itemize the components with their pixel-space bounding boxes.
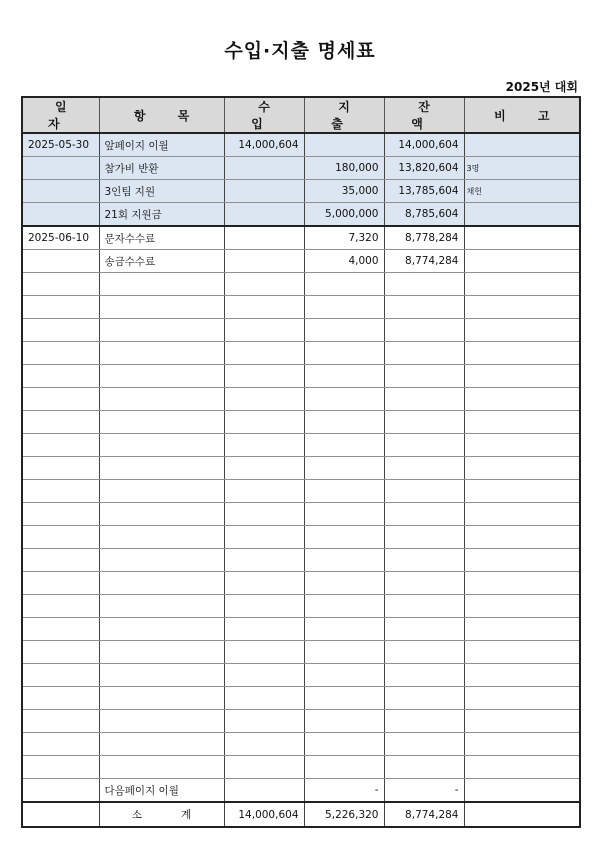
date-cell	[22, 411, 99, 434]
balance-cell	[384, 641, 464, 664]
item-cell	[99, 296, 224, 319]
date-cell	[22, 710, 99, 733]
item-cell	[99, 273, 224, 296]
income-cell	[224, 503, 304, 526]
balance-cell	[384, 411, 464, 434]
income-cell	[224, 710, 304, 733]
balance-cell	[384, 480, 464, 503]
expense-cell	[304, 273, 384, 296]
date-cell	[22, 641, 99, 664]
note-cell: 채헌	[464, 180, 580, 203]
empty-row	[22, 365, 580, 388]
note-cell	[464, 411, 580, 434]
expense-cell: 5,000,000	[304, 203, 384, 227]
subtotal-balance: 8,774,284	[384, 802, 464, 827]
date-cell	[22, 618, 99, 641]
expense-cell	[304, 526, 384, 549]
income-cell	[224, 549, 304, 572]
empty-row	[22, 641, 580, 664]
note-cell	[464, 480, 580, 503]
date-cell	[22, 664, 99, 687]
item-cell	[99, 457, 224, 480]
date-cell	[22, 296, 99, 319]
item-cell	[99, 572, 224, 595]
balance-cell: 13,785,604	[384, 180, 464, 203]
income-cell	[224, 733, 304, 756]
balance-cell	[384, 572, 464, 595]
note-cell	[464, 296, 580, 319]
subtotal-income: 14,000,604	[224, 802, 304, 827]
expense-cell	[304, 756, 384, 779]
date-cell	[22, 526, 99, 549]
balance-cell: 14,000,604	[384, 133, 464, 157]
carry-over-label: 다음페이지 이월	[99, 779, 224, 803]
date-cell	[22, 549, 99, 572]
balance-cell	[384, 549, 464, 572]
date-cell	[22, 319, 99, 342]
empty-row	[22, 319, 580, 342]
income-cell	[224, 687, 304, 710]
empty-row	[22, 434, 580, 457]
balance-cell	[384, 365, 464, 388]
subtotal-expense: 5,226,320	[304, 802, 384, 827]
income-cell	[224, 365, 304, 388]
income-cell	[224, 226, 304, 250]
expense-cell	[304, 133, 384, 157]
item-cell	[99, 411, 224, 434]
item-cell: 21회 지원금	[99, 203, 224, 227]
note-cell	[464, 779, 580, 803]
income-cell	[224, 595, 304, 618]
expense-cell	[304, 296, 384, 319]
empty-row	[22, 756, 580, 779]
balance-cell: 8,774,284	[384, 250, 464, 273]
date-cell	[22, 733, 99, 756]
income-cell	[224, 250, 304, 273]
item-cell	[99, 618, 224, 641]
header-item: 항 목	[99, 97, 224, 133]
item-cell	[99, 503, 224, 526]
balance-cell	[384, 756, 464, 779]
balance-cell	[384, 342, 464, 365]
empty-row	[22, 457, 580, 480]
date-cell	[22, 203, 99, 227]
balance-cell	[384, 710, 464, 733]
empty-row	[22, 480, 580, 503]
date-cell	[22, 687, 99, 710]
note-cell	[464, 802, 580, 827]
empty-row	[22, 572, 580, 595]
balance-cell	[384, 733, 464, 756]
item-cell	[99, 480, 224, 503]
empty-row	[22, 710, 580, 733]
header-note: 비 고	[464, 97, 580, 133]
subtotal-row	[22, 802, 580, 827]
item-cell	[99, 664, 224, 687]
balance-cell	[384, 273, 464, 296]
item-cell	[99, 365, 224, 388]
expense-cell	[304, 503, 384, 526]
balance-cell	[384, 388, 464, 411]
table-row	[22, 226, 580, 250]
date-cell	[22, 503, 99, 526]
balance-cell	[384, 457, 464, 480]
date-cell	[22, 802, 99, 827]
note-cell	[464, 457, 580, 480]
empty-row	[22, 595, 580, 618]
empty-row	[22, 687, 580, 710]
date-cell	[22, 756, 99, 779]
note-cell	[464, 710, 580, 733]
item-cell: 앞페이지 이월	[99, 133, 224, 157]
table-row	[22, 133, 580, 157]
income-cell: 14,000,604	[224, 133, 304, 157]
income-cell	[224, 618, 304, 641]
note-cell	[464, 388, 580, 411]
subtotal-label: 소 계	[99, 802, 224, 827]
item-cell: 문자수수료	[99, 226, 224, 250]
item-cell	[99, 595, 224, 618]
ledger-table	[21, 96, 581, 828]
date-cell	[22, 457, 99, 480]
income-cell	[224, 664, 304, 687]
expense-cell	[304, 388, 384, 411]
date-cell	[22, 273, 99, 296]
date-cell	[22, 250, 99, 273]
expense-cell	[304, 319, 384, 342]
income-cell	[224, 572, 304, 595]
header-row	[22, 97, 580, 133]
empty-row	[22, 733, 580, 756]
note-cell: 3명	[464, 157, 580, 180]
expense-cell	[304, 641, 384, 664]
event-year-label: 2025년 대회	[505, 80, 578, 94]
empty-row	[22, 411, 580, 434]
empty-row	[22, 664, 580, 687]
table-row	[22, 157, 580, 180]
expense-cell	[304, 457, 384, 480]
income-cell	[224, 641, 304, 664]
date-cell	[22, 180, 99, 203]
expense-cell	[304, 480, 384, 503]
balance-cell: 8,778,284	[384, 226, 464, 250]
carry-over-balance: -	[384, 779, 464, 803]
item-cell	[99, 687, 224, 710]
date-cell	[22, 342, 99, 365]
note-cell	[464, 273, 580, 296]
date-cell	[22, 157, 99, 180]
note-cell	[464, 641, 580, 664]
balance-cell	[384, 319, 464, 342]
income-cell	[224, 296, 304, 319]
page-title: 수입·지출 명세표	[224, 40, 376, 62]
note-cell	[464, 133, 580, 157]
item-cell	[99, 549, 224, 572]
item-cell	[99, 710, 224, 733]
header-expense: 지 출	[304, 97, 384, 133]
note-cell	[464, 733, 580, 756]
note-cell	[464, 756, 580, 779]
date-cell: 2025-05-30	[22, 133, 99, 157]
balance-cell: 13,820,604	[384, 157, 464, 180]
note-cell	[464, 434, 580, 457]
note-cell	[464, 250, 580, 273]
balance-cell	[384, 434, 464, 457]
balance-cell: 8,785,604	[384, 203, 464, 227]
header-balance: 잔 액	[384, 97, 464, 133]
date-cell	[22, 365, 99, 388]
note-cell	[464, 618, 580, 641]
carry-over-row	[22, 779, 580, 803]
empty-row	[22, 503, 580, 526]
balance-cell	[384, 526, 464, 549]
expense-cell	[304, 411, 384, 434]
note-cell	[464, 319, 580, 342]
balance-cell	[384, 664, 464, 687]
empty-row	[22, 388, 580, 411]
expense-cell	[304, 687, 384, 710]
item-cell: 참가비 반환	[99, 157, 224, 180]
balance-cell	[384, 296, 464, 319]
note-cell	[464, 549, 580, 572]
header-date: 일 자	[22, 97, 99, 133]
expense-cell	[304, 710, 384, 733]
expense-cell: 180,000	[304, 157, 384, 180]
date-cell	[22, 572, 99, 595]
empty-row	[22, 618, 580, 641]
expense-cell	[304, 664, 384, 687]
expense-cell	[304, 549, 384, 572]
empty-row	[22, 549, 580, 572]
income-cell	[224, 526, 304, 549]
expense-cell	[304, 733, 384, 756]
empty-row	[22, 526, 580, 549]
income-cell	[224, 411, 304, 434]
balance-cell	[384, 687, 464, 710]
expense-cell: 4,000	[304, 250, 384, 273]
expense-cell	[304, 618, 384, 641]
empty-row	[22, 273, 580, 296]
date-cell: 2025-06-10	[22, 226, 99, 250]
item-cell	[99, 388, 224, 411]
item-cell: 송금수수료	[99, 250, 224, 273]
note-cell	[464, 342, 580, 365]
item-cell	[99, 733, 224, 756]
date-cell	[22, 595, 99, 618]
income-cell	[224, 319, 304, 342]
item-cell	[99, 526, 224, 549]
income-cell	[224, 480, 304, 503]
item-cell	[99, 756, 224, 779]
carry-over-expense: -	[304, 779, 384, 803]
note-cell	[464, 572, 580, 595]
note-cell	[464, 526, 580, 549]
date-cell	[22, 480, 99, 503]
item-cell: 3인팀 지원	[99, 180, 224, 203]
expense-cell	[304, 365, 384, 388]
item-cell	[99, 342, 224, 365]
income-cell	[224, 203, 304, 227]
expense-cell	[304, 434, 384, 457]
expense-cell	[304, 572, 384, 595]
note-cell	[464, 365, 580, 388]
table-row	[22, 250, 580, 273]
item-cell	[99, 641, 224, 664]
income-cell	[224, 388, 304, 411]
note-cell	[464, 503, 580, 526]
note-cell	[464, 664, 580, 687]
date-cell	[22, 388, 99, 411]
note-cell	[464, 687, 580, 710]
income-cell	[224, 157, 304, 180]
income-cell	[224, 756, 304, 779]
empty-row	[22, 342, 580, 365]
date-cell	[22, 779, 99, 803]
income-cell	[224, 342, 304, 365]
date-cell	[22, 434, 99, 457]
income-cell	[224, 434, 304, 457]
expense-cell: 7,320	[304, 226, 384, 250]
income-cell	[224, 180, 304, 203]
note-cell	[464, 595, 580, 618]
note-cell	[464, 203, 580, 227]
expense-cell	[304, 595, 384, 618]
balance-cell	[384, 503, 464, 526]
balance-cell	[384, 618, 464, 641]
balance-cell	[384, 595, 464, 618]
note-cell	[464, 226, 580, 250]
table-row	[22, 203, 580, 227]
empty-row	[22, 296, 580, 319]
expense-cell: 35,000	[304, 180, 384, 203]
income-cell	[224, 273, 304, 296]
income-cell	[224, 457, 304, 480]
item-cell	[99, 434, 224, 457]
item-cell	[99, 319, 224, 342]
expense-cell	[304, 342, 384, 365]
header-income: 수 입	[224, 97, 304, 133]
income-cell	[224, 779, 304, 803]
table-row	[22, 180, 580, 203]
